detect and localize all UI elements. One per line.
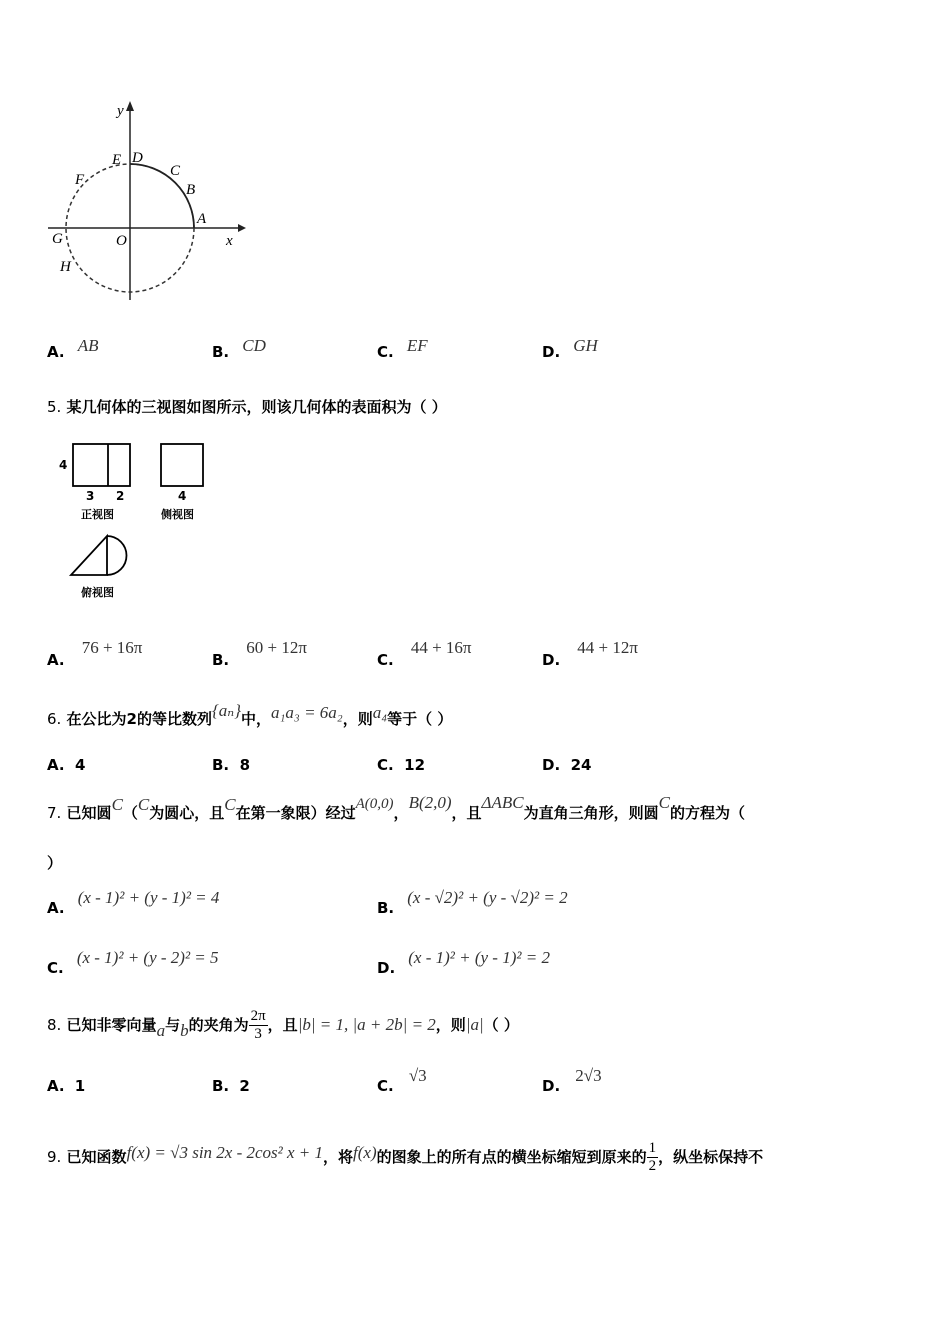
question-text: 某几何体的三视图如图所示，则该几何体的表面积为（ ） [66, 398, 447, 416]
fraction-numerator: 1 [648, 1140, 657, 1156]
question-text: 的夹角为 [188, 1016, 249, 1034]
q6-option-c [377, 756, 425, 774]
option-letter: B. [377, 899, 395, 917]
q7-stem [47, 793, 746, 823]
question-text: ，将 [323, 1148, 354, 1166]
option-text: CD [242, 336, 266, 355]
q5-stem [47, 396, 447, 417]
angle-fraction [249, 1008, 268, 1043]
dim-side-label: 4 [178, 489, 187, 503]
option-letter: D. [542, 343, 561, 361]
option-text: EF [406, 336, 428, 355]
target-term: a₄ [372, 703, 388, 722]
option-text: (x - 1)² + (y - 1)² = 2 [408, 948, 550, 967]
function-name: f(x) [353, 1143, 377, 1162]
option-text: 2√3 [575, 1066, 602, 1085]
option-letter: B. [212, 756, 230, 774]
question-text: ，纵坐标保持不 [658, 1148, 764, 1166]
circle-symbol: C [658, 793, 670, 812]
option-letter: B. [212, 1077, 230, 1095]
condition-expression: |b| = 1, |a + 2b| = 2 [297, 1015, 436, 1034]
q8-option-d [542, 1066, 602, 1096]
q5-option-a [47, 638, 143, 670]
option-text: √3 [408, 1066, 427, 1085]
question-text: ，则 [342, 710, 373, 728]
three-view-figure [55, 438, 225, 608]
option-letter: A. [47, 651, 65, 669]
question-text: 的图象上的所有点的横坐标缩短到原来的 [376, 1148, 647, 1166]
option-letter: D. [377, 959, 396, 977]
option-letter: C. [377, 651, 394, 669]
q4-option-b [212, 336, 266, 362]
question-number: 8. [47, 1016, 62, 1034]
condition-expression: a₁a₃ = 6a₂ [271, 703, 343, 722]
origin-label: O [116, 233, 127, 249]
option-text: (x - 1)² + (y - 1)² = 4 [77, 888, 220, 907]
option-letter: B. [212, 343, 230, 361]
point-e-label: E [112, 152, 122, 168]
front-view-label: 正视图 [81, 508, 114, 521]
q6-option-d [542, 756, 591, 774]
question-text: 的方程为（ [670, 804, 746, 822]
fraction-denominator: 3 [254, 1026, 262, 1042]
option-text: 8 [239, 756, 251, 774]
option-text: (x - √2)² + (y - √2)² = 2 [407, 888, 568, 907]
point-a-coords: A(0,0) [355, 796, 394, 812]
q7-option-c [47, 948, 219, 978]
option-letter: D. [542, 651, 561, 669]
option-text: 4 [75, 756, 86, 774]
question-text: 与 [165, 1016, 181, 1034]
axis-y-label: y [117, 103, 124, 119]
dim-height-label: 4 [59, 458, 68, 472]
axis-x-label: x [226, 233, 233, 249]
dim-b-label: 2 [116, 489, 125, 503]
option-text: 24 [570, 756, 592, 774]
q7-option-a [47, 888, 220, 918]
option-text: 12 [404, 756, 426, 774]
point-b-coords: B(2,0) [408, 793, 452, 812]
q9-stem [47, 1140, 763, 1175]
option-letter: A. [47, 343, 65, 361]
option-letter: D. [542, 1077, 561, 1095]
circle-symbol: C [137, 795, 150, 814]
circle-symbol: C [224, 795, 236, 814]
question-text: ， [393, 804, 409, 822]
q5-option-d [542, 638, 638, 670]
option-text: 60 + 12π [246, 638, 307, 657]
q8-option-a [47, 1076, 85, 1095]
question-text: 等于（ ） [387, 710, 453, 728]
question-text: 为直角三角形，则圆 [523, 804, 659, 822]
option-text: 44 + 12π [577, 638, 638, 657]
option-letter: C. [377, 1077, 394, 1095]
vector-a: a [156, 1021, 166, 1040]
q7-option-d [377, 948, 550, 978]
point-a-label: A [197, 211, 207, 227]
q8-option-b [212, 1076, 250, 1095]
q4-option-a [47, 336, 99, 362]
target-magnitude: |a| [465, 1015, 484, 1034]
question-text: 已知函数 [66, 1148, 127, 1166]
option-text: 2 [239, 1077, 250, 1095]
q8-stem [47, 1008, 519, 1043]
sequence-notation: {aₙ} [212, 701, 241, 720]
question-text: 为圆心，且 [149, 804, 225, 822]
question-text: （ ） [483, 1016, 519, 1034]
option-text: 1 [74, 1077, 86, 1095]
question-number: 9. [47, 1148, 62, 1166]
q7-option-b [377, 888, 568, 918]
circle-symbol: C [111, 795, 123, 814]
q6-stem [47, 701, 453, 729]
question-text: ） [47, 854, 63, 872]
option-text: 44 + 16π [410, 638, 472, 657]
triangle-notation: ΔABC [481, 793, 524, 812]
q5-option-b [212, 638, 307, 670]
point-h-label: H [60, 259, 71, 275]
question-text: 已知非零向量 [66, 1016, 157, 1034]
option-text: AB [77, 336, 99, 355]
option-letter: A. [47, 756, 65, 774]
q4-option-d [542, 336, 598, 362]
question-text: ，且 [451, 804, 482, 822]
option-letter: C. [377, 343, 394, 361]
question-text: 已知圆 [66, 804, 112, 822]
option-letter: A. [47, 899, 65, 917]
point-c-label: C [170, 163, 181, 179]
question-number: 5. [47, 398, 62, 416]
option-text: (x - 1)² + (y - 2)² = 5 [76, 948, 219, 967]
option-letter: B. [212, 651, 230, 669]
option-letter: D. [542, 756, 561, 774]
option-text: GH [573, 336, 598, 355]
scale-fraction [647, 1140, 659, 1175]
q6-option-b [212, 756, 250, 774]
fraction-denominator: 2 [648, 1158, 657, 1174]
question-text: ，且 [267, 1016, 298, 1034]
question-text: 在第一象限）经过 [235, 804, 356, 822]
function-definition: f(x) = √3 sin 2x - 2cos² x + 1 [126, 1143, 324, 1162]
side-view-label: 侧视图 [161, 508, 194, 521]
unit-circle-figure [40, 95, 255, 310]
question-text: ，则 [435, 1016, 466, 1034]
point-g-label: G [52, 231, 63, 247]
option-text: 76 + 16π [81, 638, 143, 657]
point-d-label: D [132, 150, 143, 166]
question-text: 中， [241, 710, 272, 728]
q4-option-c [377, 336, 428, 362]
option-letter: A. [47, 1077, 65, 1095]
q5-option-c [377, 638, 472, 670]
question-number: 6. [47, 710, 62, 728]
point-b-label: B [186, 182, 196, 198]
vector-b: b [180, 1021, 189, 1040]
question-text: （ [122, 804, 138, 822]
option-letter: C. [377, 756, 394, 774]
option-letter: C. [47, 959, 64, 977]
question-number: 7. [47, 804, 62, 822]
q8-option-c [377, 1066, 427, 1096]
top-view-label: 俯视图 [81, 586, 114, 599]
q7-stem-end [47, 852, 62, 873]
q6-option-a [47, 756, 85, 774]
point-f-label: F [75, 172, 85, 188]
question-text: 在公比为2的等比数列 [66, 710, 212, 728]
fraction-numerator: 2π [250, 1008, 266, 1024]
dim-a-label: 3 [86, 489, 95, 503]
